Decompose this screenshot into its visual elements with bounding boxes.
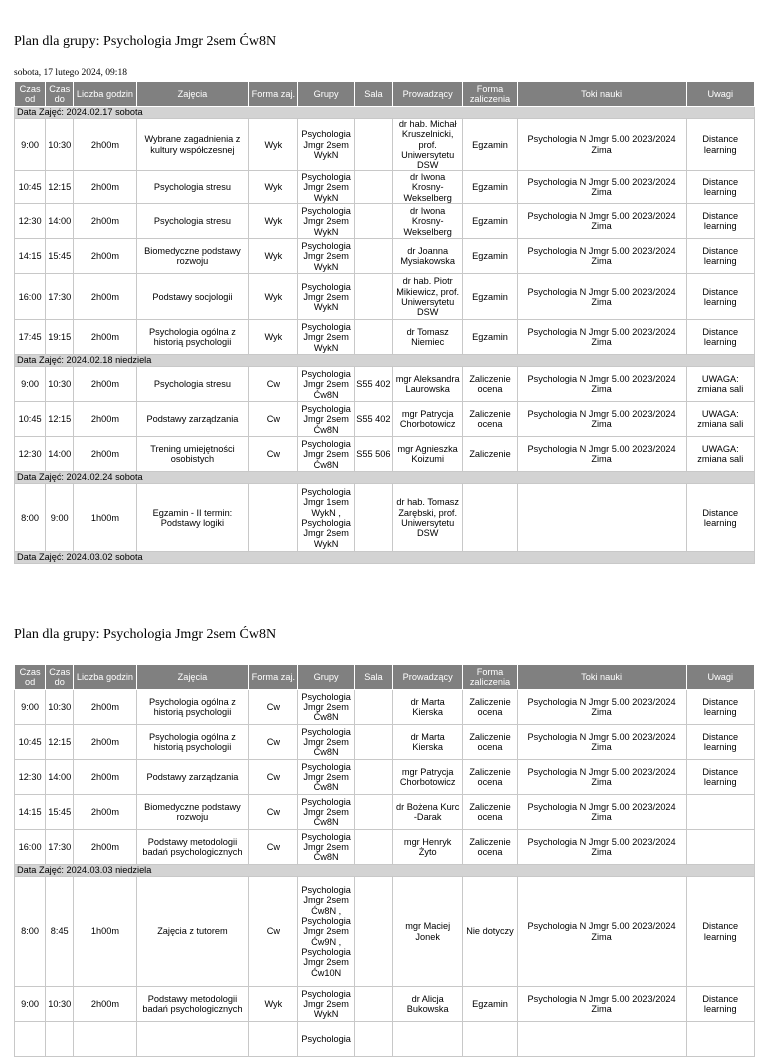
- cell-course: Zajęcia z tutorem: [136, 877, 249, 987]
- cell-room: [354, 830, 392, 865]
- table-row: [15, 239, 755, 274]
- cell-time-from: 17:45: [15, 320, 46, 355]
- cell-course: Biomedyczne podstawy rozwoju: [136, 795, 249, 830]
- cell-class-form: Cw: [249, 367, 298, 402]
- date-header-row: [15, 552, 755, 564]
- cell-time-to: 9:00: [46, 484, 74, 552]
- cell-lecturer: mgr Henryk Żyto: [392, 830, 462, 865]
- cell-groups: Psychologia Jmgr 2sem Ćw8N: [298, 795, 354, 830]
- cell-assessment: Egzamin: [463, 320, 517, 355]
- cell-time-from: 10:45: [15, 402, 46, 437]
- cell-course: Podstawy metodologii badań psychologicznych: [136, 987, 249, 1022]
- cell-class-form: Cw: [249, 830, 298, 865]
- cell-remarks: Distance learning: [686, 725, 754, 760]
- cell-remarks: Distance learning: [686, 877, 754, 987]
- cell-room: [354, 795, 392, 830]
- column-header-study-programme: Toki nauki: [517, 82, 686, 107]
- cell-study-programme: Psychologia N Jmgr 5.00 2023/2024 Zima: [517, 437, 686, 472]
- column-header-lecturer: Prowadzący: [392, 665, 462, 690]
- cell-remarks: Distance learning: [686, 987, 754, 1022]
- cell-hours: 2h00m: [74, 274, 136, 320]
- cell-room: S55 402: [354, 402, 392, 437]
- cell-study-programme: Psychologia N Jmgr 5.00 2023/2024 Zima: [517, 320, 686, 355]
- cell-time-to: 10:30: [46, 119, 74, 171]
- cell-lecturer: dr Alicja Bukowska: [392, 987, 462, 1022]
- cell-assessment: Zaliczenie: [463, 437, 517, 472]
- cell-class-form: [249, 1022, 298, 1057]
- cell-time-to: 10:30: [46, 367, 74, 402]
- cell-assessment: Egzamin: [463, 239, 517, 274]
- cell-remarks: Distance learning: [686, 320, 754, 355]
- cell-groups: Psychologia Jmgr 2sem Ćw8N: [298, 367, 354, 402]
- column-header-remarks: Uwagi: [686, 82, 754, 107]
- cell-assessment: Zaliczenie ocena: [463, 402, 517, 437]
- cell-remarks: Distance learning: [686, 171, 754, 204]
- cell-hours: 2h00m: [74, 320, 136, 355]
- table-row: [15, 760, 755, 795]
- cell-class-form: Wyk: [249, 119, 298, 171]
- cell-hours: 2h00m: [74, 171, 136, 204]
- cell-room: [354, 725, 392, 760]
- table-row: [15, 402, 755, 437]
- cell-course: Wybrane zagadnienia z kultury współczesnej: [136, 119, 249, 171]
- date-header-row: [15, 107, 755, 119]
- cell-course: Podstawy zarządzania: [136, 402, 249, 437]
- cell-assessment: [463, 1022, 517, 1057]
- cell-assessment: Zaliczenie ocena: [463, 367, 517, 402]
- cell-groups: Psychologia Jmgr 2sem WykN: [298, 171, 354, 204]
- column-header-study-programme: Toki nauki: [517, 665, 686, 690]
- cell-course: Psychologia ogólna z historią psychologii: [136, 690, 249, 725]
- cell-hours: 2h00m: [74, 830, 136, 865]
- column-header-assessment: Forma zaliczenia: [463, 82, 517, 107]
- cell-assessment: Egzamin: [463, 987, 517, 1022]
- cell-study-programme: Psychologia N Jmgr 5.00 2023/2024 Zima: [517, 987, 686, 1022]
- cell-remarks: Distance learning: [686, 274, 754, 320]
- cell-lecturer: dr hab. Michał Kruszelnicki, prof. Uniwersytetu DSW: [392, 119, 462, 171]
- cell-lecturer: dr Marta Kierska: [392, 725, 462, 760]
- cell-lecturer: dr hab. Tomasz Zarębski, prof. Uniwersytetu DSW: [392, 484, 462, 552]
- cell-remarks: [686, 1022, 754, 1057]
- cell-hours: 2h00m: [74, 239, 136, 274]
- column-header-room: Sala: [354, 665, 392, 690]
- cell-hours: 2h00m: [74, 795, 136, 830]
- cell-time-to: 14:00: [46, 204, 74, 239]
- cell-groups: Psychologia Jmgr 2sem WykN: [298, 987, 354, 1022]
- cell-course: Psychologia stresu: [136, 367, 249, 402]
- cell-course: Podstawy zarządzania: [136, 760, 249, 795]
- cell-assessment: Zaliczenie ocena: [463, 760, 517, 795]
- table-row: [15, 830, 755, 865]
- cell-study-programme: Psychologia N Jmgr 5.00 2023/2024 Zima: [517, 877, 686, 987]
- cell-time-to: 12:15: [46, 171, 74, 204]
- cell-groups: Psychologia: [298, 1022, 354, 1057]
- cell-remarks: Distance learning: [686, 484, 754, 552]
- cell-room: [354, 171, 392, 204]
- table-row: [15, 795, 755, 830]
- cell-course: [136, 1022, 249, 1057]
- cell-room: [354, 690, 392, 725]
- date-label: Data Zajęć: 2024.02.17 sobota: [15, 107, 755, 119]
- table-row: [15, 437, 755, 472]
- date-label: Data Zajęć: 2024.03.02 sobota: [15, 552, 755, 564]
- column-header-time-to: Czas do: [46, 82, 74, 107]
- cell-class-form: Wyk: [249, 204, 298, 239]
- column-header-time-from: Czas od: [15, 665, 46, 690]
- table-row: [15, 877, 755, 987]
- cell-time-from: 12:30: [15, 204, 46, 239]
- cell-class-form: Wyk: [249, 320, 298, 355]
- cell-remarks: Distance learning: [686, 119, 754, 171]
- cell-time-from: 8:00: [15, 877, 46, 987]
- cell-study-programme: Psychologia N Jmgr 5.00 2023/2024 Zima: [517, 204, 686, 239]
- cell-hours: 2h00m: [74, 987, 136, 1022]
- cell-hours: 2h00m: [74, 437, 136, 472]
- cell-time-from: 14:15: [15, 239, 46, 274]
- cell-assessment: [463, 484, 517, 552]
- cell-class-form: Cw: [249, 877, 298, 987]
- cell-time-from: 9:00: [15, 367, 46, 402]
- cell-course: Podstawy socjologii: [136, 274, 249, 320]
- cell-groups: Psychologia Jmgr 2sem WykN: [298, 274, 354, 320]
- column-header-remarks: Uwagi: [686, 665, 754, 690]
- cell-room: S55 506: [354, 437, 392, 472]
- table-row: [15, 725, 755, 760]
- cell-room: [354, 204, 392, 239]
- cell-assessment: Egzamin: [463, 119, 517, 171]
- cell-assessment: Zaliczenie ocena: [463, 725, 517, 760]
- cell-study-programme: Psychologia N Jmgr 5.00 2023/2024 Zima: [517, 171, 686, 204]
- table-row: [15, 171, 755, 204]
- cell-study-programme: Psychologia N Jmgr 5.00 2023/2024 Zima: [517, 367, 686, 402]
- cell-hours: [74, 1022, 136, 1057]
- cell-assessment: Zaliczenie ocena: [463, 690, 517, 725]
- cell-time-from: 10:45: [15, 725, 46, 760]
- cell-room: [354, 119, 392, 171]
- cell-lecturer: [392, 1022, 462, 1057]
- cell-time-to: [46, 1022, 74, 1057]
- cell-course: Egzamin - II termin: Podstawy logiki: [136, 484, 249, 552]
- cell-study-programme: [517, 1022, 686, 1057]
- column-header-course: Zajęcia: [136, 82, 249, 107]
- cell-groups: Psychologia Jmgr 2sem Ćw8N: [298, 725, 354, 760]
- cell-class-form: Wyk: [249, 171, 298, 204]
- cell-room: [354, 239, 392, 274]
- cell-time-to: 12:15: [46, 402, 74, 437]
- cell-class-form: Wyk: [249, 274, 298, 320]
- cell-hours: 2h00m: [74, 402, 136, 437]
- cell-class-form: Wyk: [249, 987, 298, 1022]
- cell-time-from: 14:15: [15, 795, 46, 830]
- cell-assessment: Egzamin: [463, 274, 517, 320]
- cell-groups: Psychologia Jmgr 2sem Ćw8N , Psychologia Jmgr 2sem Ćw9N , Psychologia Jmgr 2sem Ćw10N: [298, 877, 354, 987]
- cell-room: [354, 274, 392, 320]
- cell-hours: 1h00m: [74, 877, 136, 987]
- cell-time-to: 17:30: [46, 830, 74, 865]
- table-row: [15, 320, 755, 355]
- cell-lecturer: mgr Maciej Jonek: [392, 877, 462, 987]
- table-row: [15, 367, 755, 402]
- cell-remarks: UWAGA: zmiana sali: [686, 367, 754, 402]
- table-row: [15, 690, 755, 725]
- column-header-groups: Grupy: [298, 82, 354, 107]
- cell-hours: 2h00m: [74, 690, 136, 725]
- cell-lecturer: mgr Agnieszka Koizumi: [392, 437, 462, 472]
- cell-lecturer: dr Marta Kierska: [392, 690, 462, 725]
- cell-time-from: [15, 1022, 46, 1057]
- cell-class-form: Cw: [249, 437, 298, 472]
- cell-remarks: Distance learning: [686, 204, 754, 239]
- date-label: Data Zajęć: 2024.03.03 niedziela: [15, 865, 755, 877]
- cell-study-programme: Psychologia N Jmgr 5.00 2023/2024 Zima: [517, 119, 686, 171]
- page-title: Plan dla grupy: Psychologia Jmgr 2sem Ćw8N: [14, 34, 277, 49]
- cell-study-programme: Psychologia N Jmgr 5.00 2023/2024 Zima: [517, 830, 686, 865]
- cell-course: Biomedyczne podstawy rozwoju: [136, 239, 249, 274]
- cell-lecturer: mgr Aleksandra Laurowska: [392, 367, 462, 402]
- cell-groups: Psychologia Jmgr 2sem Ćw8N: [298, 437, 354, 472]
- cell-time-to: 14:00: [46, 760, 74, 795]
- schedule-table: [14, 664, 755, 1057]
- date-header-row: [15, 355, 755, 367]
- cell-lecturer: dr Joanna Mysiakowska: [392, 239, 462, 274]
- cell-assessment: Zaliczenie ocena: [463, 830, 517, 865]
- cell-course: Psychologia stresu: [136, 171, 249, 204]
- cell-room: [354, 320, 392, 355]
- cell-study-programme: Psychologia N Jmgr 5.00 2023/2024 Zima: [517, 274, 686, 320]
- cell-groups: Psychologia Jmgr 2sem WykN: [298, 239, 354, 274]
- cell-hours: 2h00m: [74, 119, 136, 171]
- table-row: [15, 119, 755, 171]
- cell-course: Trening umiejętności osobistych: [136, 437, 249, 472]
- column-header-room: Sala: [354, 82, 392, 107]
- table-header-row: [15, 82, 755, 107]
- cell-remarks: [686, 795, 754, 830]
- cell-groups: Psychologia Jmgr 2sem Ćw8N: [298, 760, 354, 795]
- column-header-hours: Liczba godzin: [74, 665, 136, 690]
- cell-groups: Psychologia Jmgr 2sem Ćw8N: [298, 690, 354, 725]
- column-header-hours: Liczba godzin: [74, 82, 136, 107]
- cell-time-from: 16:00: [15, 830, 46, 865]
- cell-lecturer: dr Tomasz Niemiec: [392, 320, 462, 355]
- cell-remarks: [686, 830, 754, 865]
- cell-time-to: 12:15: [46, 725, 74, 760]
- cell-hours: 2h00m: [74, 760, 136, 795]
- column-header-course: Zajęcia: [136, 665, 249, 690]
- cell-room: [354, 1022, 392, 1057]
- cell-study-programme: Psychologia N Jmgr 5.00 2023/2024 Zima: [517, 725, 686, 760]
- cell-groups: Psychologia Jmgr 2sem WykN: [298, 320, 354, 355]
- cell-time-to: 14:00: [46, 437, 74, 472]
- cell-remarks: UWAGA: zmiana sali: [686, 437, 754, 472]
- cell-assessment: Egzamin: [463, 204, 517, 239]
- table-row: [15, 484, 755, 552]
- cell-study-programme: Psychologia N Jmgr 5.00 2023/2024 Zima: [517, 239, 686, 274]
- table-row: [15, 204, 755, 239]
- cell-hours: 2h00m: [74, 204, 136, 239]
- cell-time-from: 9:00: [15, 119, 46, 171]
- cell-course: Psychologia ogólna z historią psychologii: [136, 725, 249, 760]
- cell-study-programme: [517, 484, 686, 552]
- cell-time-to: 17:30: [46, 274, 74, 320]
- cell-time-to: 8:45: [46, 877, 74, 987]
- cell-room: [354, 987, 392, 1022]
- cell-time-to: 15:45: [46, 239, 74, 274]
- cell-hours: 2h00m: [74, 725, 136, 760]
- cell-remarks: Distance learning: [686, 760, 754, 795]
- date-header-row: [15, 472, 755, 484]
- cell-groups: Psychologia Jmgr 2sem WykN: [298, 119, 354, 171]
- cell-time-from: 16:00: [15, 274, 46, 320]
- cell-study-programme: Psychologia N Jmgr 5.00 2023/2024 Zima: [517, 402, 686, 437]
- table-header-row: [15, 665, 755, 690]
- cell-lecturer: dr Bożena Kurc -Darak: [392, 795, 462, 830]
- table-row: [15, 987, 755, 1022]
- cell-time-from: 8:00: [15, 484, 46, 552]
- cell-lecturer: dr hab. Piotr Mikiewicz, prof. Uniwersytetu DSW: [392, 274, 462, 320]
- cell-study-programme: Psychologia N Jmgr 5.00 2023/2024 Zima: [517, 690, 686, 725]
- cell-groups: Psychologia Jmgr 2sem Ćw8N: [298, 830, 354, 865]
- cell-study-programme: Psychologia N Jmgr 5.00 2023/2024 Zima: [517, 760, 686, 795]
- cell-course: Psychologia ogólna z historią psychologii: [136, 320, 249, 355]
- cell-time-from: 10:45: [15, 171, 46, 204]
- column-header-lecturer: Prowadzący: [392, 82, 462, 107]
- cell-time-from: 9:00: [15, 690, 46, 725]
- cell-groups: Psychologia Jmgr 1sem WykN , Psychologia Jmgr 2sem WykN: [298, 484, 354, 552]
- date-label: Data Zajęć: 2024.02.18 niedziela: [15, 355, 755, 367]
- cell-time-to: 10:30: [46, 987, 74, 1022]
- cell-groups: Psychologia Jmgr 2sem Ćw8N: [298, 402, 354, 437]
- cell-class-form: Cw: [249, 795, 298, 830]
- cell-class-form: Cw: [249, 725, 298, 760]
- table-row: [15, 1022, 755, 1057]
- cell-assessment: Nie dotyczy: [463, 877, 517, 987]
- cell-class-form: Wyk: [249, 239, 298, 274]
- page-title: Plan dla grupy: Psychologia Jmgr 2sem Ćw8N: [14, 627, 277, 642]
- cell-remarks: Distance learning: [686, 690, 754, 725]
- cell-time-to: 10:30: [46, 690, 74, 725]
- cell-lecturer: dr Iwona Krosny-Wekselberg: [392, 204, 462, 239]
- cell-lecturer: mgr Patrycja Chorbotowicz: [392, 402, 462, 437]
- cell-hours: 2h00m: [74, 367, 136, 402]
- cell-assessment: Zaliczenie ocena: [463, 795, 517, 830]
- column-header-time-from: Czas od: [15, 82, 46, 107]
- cell-assessment: Egzamin: [463, 171, 517, 204]
- date-label: Data Zajęć: 2024.02.24 sobota: [15, 472, 755, 484]
- column-header-class-form: Forma zaj.: [249, 665, 298, 690]
- schedule-table: [14, 81, 755, 564]
- column-header-assessment: Forma zaliczenia: [463, 665, 517, 690]
- column-header-groups: Grupy: [298, 665, 354, 690]
- cell-remarks: Distance learning: [686, 239, 754, 274]
- cell-study-programme: Psychologia N Jmgr 5.00 2023/2024 Zima: [517, 795, 686, 830]
- cell-time-to: 15:45: [46, 795, 74, 830]
- cell-class-form: Cw: [249, 690, 298, 725]
- cell-lecturer: mgr Patrycja Chorbotowicz: [392, 760, 462, 795]
- cell-room: [354, 484, 392, 552]
- cell-class-form: [249, 484, 298, 552]
- cell-course: Psychologia stresu: [136, 204, 249, 239]
- table-row: [15, 274, 755, 320]
- cell-remarks: UWAGA: zmiana sali: [686, 402, 754, 437]
- generated-timestamp: sobota, 17 lutego 2024, 09:18: [14, 68, 127, 78]
- column-header-time-to: Czas do: [46, 665, 74, 690]
- cell-room: S55 402: [354, 367, 392, 402]
- cell-room: [354, 760, 392, 795]
- cell-lecturer: dr Iwona Krosny-Wekselberg: [392, 171, 462, 204]
- cell-course: Podstawy metodologii badań psychologicznych: [136, 830, 249, 865]
- cell-time-from: 12:30: [15, 760, 46, 795]
- cell-class-form: Cw: [249, 402, 298, 437]
- cell-room: [354, 877, 392, 987]
- cell-class-form: Cw: [249, 760, 298, 795]
- cell-time-from: 9:00: [15, 987, 46, 1022]
- cell-time-from: 12:30: [15, 437, 46, 472]
- column-header-class-form: Forma zaj.: [249, 82, 298, 107]
- cell-groups: Psychologia Jmgr 2sem WykN: [298, 204, 354, 239]
- date-header-row: [15, 865, 755, 877]
- cell-hours: 1h00m: [74, 484, 136, 552]
- cell-time-to: 19:15: [46, 320, 74, 355]
